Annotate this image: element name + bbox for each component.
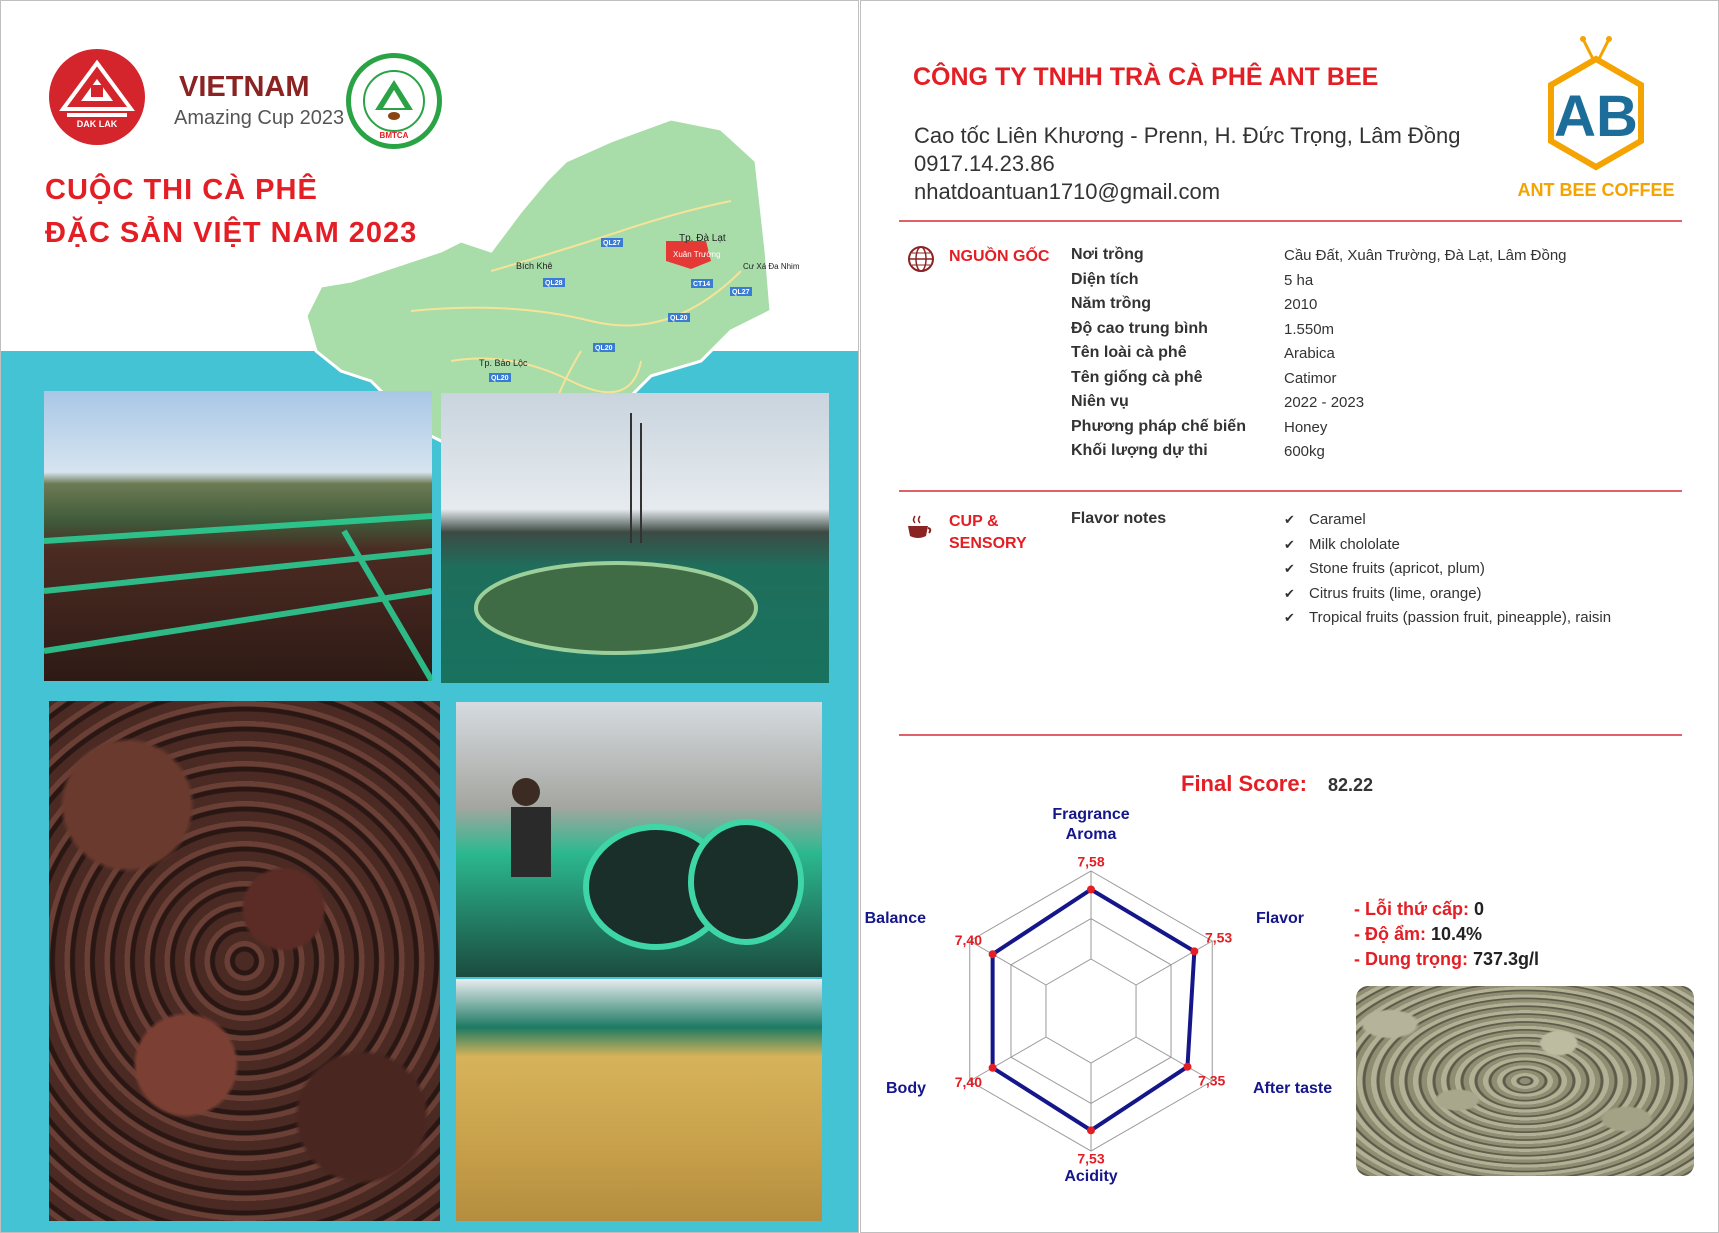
- origin-key: Năm trồng: [1071, 295, 1151, 312]
- photo-bag-on-net: [441, 393, 829, 683]
- flavor-note: Caramel: [1309, 511, 1366, 528]
- map-label-cuxa: Cư Xá Đa Nhim: [743, 262, 800, 271]
- radar-axis-label: Fragrance Aroma: [1052, 806, 1130, 843]
- metric-label: - Độ ẩm:: [1354, 924, 1432, 944]
- check-icon: ✔: [1284, 561, 1295, 576]
- origin-key: Diện tích: [1071, 270, 1139, 288]
- radar-axis-label: Body: [886, 1080, 926, 1097]
- flavor-note: Milk chololate: [1309, 535, 1400, 553]
- origin-key: Phương pháp chế biến: [1071, 417, 1246, 435]
- ant-bee-logo-letters: AB: [1554, 84, 1638, 149]
- divider: [899, 220, 1682, 222]
- origin-key: Tên giống cà phê: [1071, 368, 1203, 386]
- radar-value-label: 7,35: [1198, 1072, 1226, 1089]
- divider: [899, 734, 1682, 736]
- map-label-xuantruong: Xuân Trường: [673, 250, 721, 259]
- company-email: nhatdoantuan1710@gmail.com: [914, 179, 1221, 204]
- company-name: CÔNG TY TNHH TRÀ CÀ PHÊ ANT BEE: [913, 63, 1379, 91]
- map-label-bichkhe: Bích Khê: [516, 261, 553, 271]
- photo-cherry-close-up: [49, 701, 440, 1221]
- check-icon: ✔: [1284, 512, 1295, 527]
- check-icon: ✔: [1284, 585, 1295, 601]
- dak-lak-logo-text: DAK LAK: [76, 119, 118, 129]
- origin-value: Catimor: [1284, 369, 1337, 387]
- origin-value: 1.550m: [1284, 320, 1335, 338]
- metric-label: - Lỗi thứ cấp:: [1354, 899, 1475, 919]
- radar-value-label: 7,40: [954, 932, 982, 949]
- road-label: CT14: [693, 281, 711, 288]
- flavor-note: Tropical fruits (passion fruit, pineapple), raisin: [1309, 609, 1612, 626]
- cup-section-label-1: CUP &: [949, 513, 999, 530]
- metric-row: [1354, 899, 1484, 920]
- radar-value-label: 7,53: [1077, 1150, 1105, 1167]
- radar-value-label: 7,58: [1077, 853, 1105, 870]
- metric-value: 0: [1474, 899, 1485, 919]
- event-brand: VIETNAM: [179, 71, 310, 103]
- check-icon: ✔: [1284, 610, 1295, 625]
- origin-key: Tên loài cà phê: [1071, 344, 1187, 361]
- origin-key: Nơi trồng: [1071, 246, 1144, 263]
- origin-key: Độ cao trung bình: [1071, 319, 1208, 337]
- dak-lak-logo: [49, 49, 145, 145]
- photo-green-beans: [1356, 986, 1694, 1176]
- road-label: QL20: [595, 345, 613, 352]
- road-label: QL20: [670, 315, 688, 322]
- photo-worker-bagging: [456, 702, 822, 977]
- metric-row: [1354, 949, 1539, 970]
- metric-value: 10.4%: [1431, 924, 1483, 944]
- coffee-cup-icon: [903, 513, 933, 543]
- radar-grid: [1046, 959, 1136, 1063]
- origin-value: 5 ha: [1284, 271, 1314, 289]
- left-page: [0, 0, 859, 1233]
- origin-value: 600kg: [1284, 443, 1325, 460]
- radar-axis-label: Flavor: [1256, 910, 1305, 927]
- photo-drying-beds: [44, 391, 432, 681]
- origin-value: Cầu Đất, Xuân Trường, Đà Lạt, Lâm Đồng: [1284, 247, 1567, 264]
- map-label-dalat: Tp. Đà Lạt: [679, 233, 726, 244]
- page-title-line1: CUỘC THI CÀ PHÊ: [45, 174, 318, 206]
- radar-point: [989, 1064, 997, 1072]
- flavor-note: Citrus fruits (lime, orange): [1309, 584, 1482, 602]
- page-title-line2: ĐẶC SẢN VIỆT NAM 2023: [45, 217, 418, 249]
- ant-bee-logo-name: ANT BEE COFFEE: [1517, 180, 1675, 200]
- radar-series-line: [993, 889, 1195, 1130]
- final-score-value: 82.22: [1328, 775, 1374, 795]
- company-address: Cao tốc Liên Khương - Prenn, H. Đức Trọng, Lâm Đồng: [914, 123, 1461, 148]
- origin-key: Khối lượng dự thi: [1071, 442, 1208, 459]
- radar-value-label: 7,53: [1204, 929, 1233, 946]
- photo-dried-beans: [456, 979, 822, 1221]
- bmtca-logo-text: BMTCA: [379, 131, 409, 140]
- road-label: QL27: [603, 240, 621, 247]
- road-label: QL27: [732, 289, 750, 296]
- right-page: [860, 0, 1719, 1233]
- radar-axis-label: After taste: [1253, 1080, 1333, 1097]
- final-score-label: Final Score:: [1181, 771, 1307, 796]
- road-label: QL20: [491, 375, 509, 382]
- origin-value: Honey: [1284, 418, 1328, 436]
- cup-section-label-2: SENSORY: [949, 535, 1027, 552]
- radar-axis-label: Balance: [864, 910, 926, 927]
- check-icon: ✔: [1284, 536, 1295, 552]
- origin-section-label: NGUỒN GỐC: [949, 248, 1050, 265]
- radar-point: [1183, 1063, 1191, 1071]
- ant-bee-logo: [1517, 31, 1675, 206]
- metric-value: 737.3g/l: [1472, 949, 1540, 969]
- radar-point: [1190, 947, 1198, 955]
- flavor-notes-label: Flavor notes: [1071, 510, 1167, 527]
- map-label-baoloc: Tp. Bảo Lộc: [479, 358, 528, 368]
- metric-row: [1354, 924, 1482, 945]
- radar-point: [1087, 885, 1095, 893]
- radar-point: [1087, 1126, 1095, 1134]
- radar-value-label: 7,40: [954, 1073, 982, 1090]
- radar-point: [989, 950, 997, 958]
- metric-label: - Dung trọng:: [1354, 949, 1473, 969]
- radar-chart: [864, 791, 1333, 1191]
- origin-value: 2010: [1284, 296, 1318, 313]
- flavor-note: Stone fruits (apricot, plum): [1309, 560, 1485, 577]
- divider: [899, 490, 1682, 492]
- radar-axis-label: Acidity: [1064, 1168, 1118, 1185]
- origin-value: 2022 - 2023: [1284, 394, 1365, 411]
- origin-key: Niên vụ: [1071, 393, 1129, 410]
- road-label: QL28: [545, 280, 563, 287]
- origin-value: Arabica: [1284, 345, 1335, 362]
- company-phone: 0917.14.23.86: [914, 151, 1055, 176]
- event-subtitle: Amazing Cup 2023: [174, 107, 345, 129]
- radar-spoke: [1136, 941, 1212, 985]
- globe-icon: [906, 244, 936, 274]
